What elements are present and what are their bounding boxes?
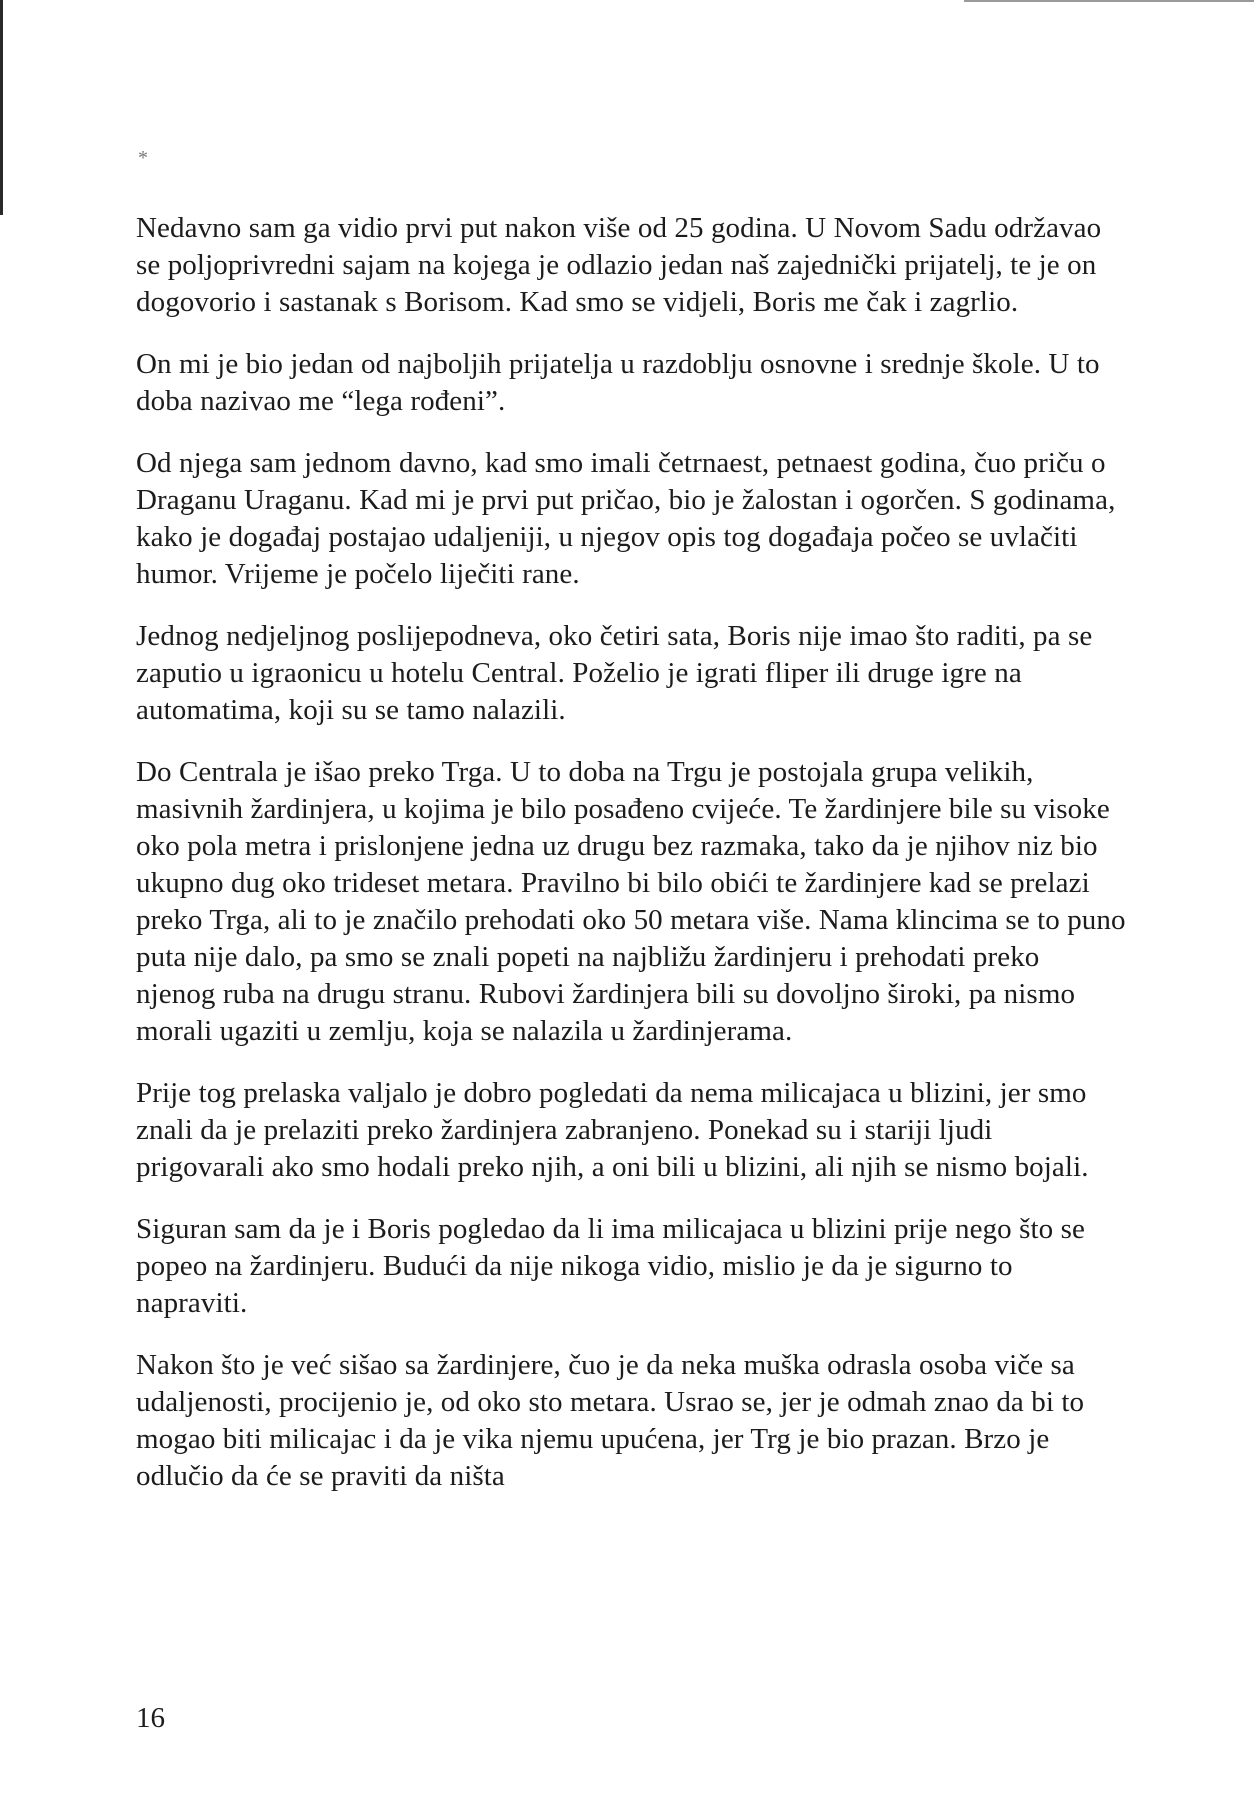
paragraph-8: Nakon što je već sišao sa žardinjere, čuo je da neka muška odrasla osoba viče sa udaljenosti, procijenio je, od oko sto metara. Usrao se, jer je odmah znao da bi to mogao biti milicajac i da je vika njemu upućena, jer Trg je bio prazan. Brzo je odlučio da će se praviti da ništa [136, 1349, 1085, 1492]
section-ornament: * [138, 147, 148, 169]
paragraph-2: On mi je bio jedan od najboljih prijatelja u razdoblju osnovne i srednje škole. U to doba nazivao me “lega rođeni”. [136, 348, 1100, 417]
page-number: 16 [136, 1702, 165, 1734]
paragraph-6: Prije tog prelaska valjalo je dobro pogledati da nema milicajaca u blizini, jer smo znali da je prelaziti preko žardinjera zabranjeno. Ponekad su i stariji ljudi prigovarali ako smo hodali preko njih, a oni bili u blizini, ali njih se nismo bojali. [136, 1077, 1089, 1183]
paragraph-3: Od njega sam jednom davno, kad smo imali četrnaest, petnaest godina, čuo priču o Draganu Uraganu. Kad mi je prvi put pričao, bio je žalostan i ogorčen. S godinama, kako je događaj postajao udaljeniji, u njegov opis tog događaja počeo se uvlačiti humor. Vrijeme je počelo liječiti rane. [136, 447, 1116, 590]
scan-edge-left [0, 0, 3, 215]
paragraph-5: Do Centrala je išao preko Trga. U to doba na Trgu je postojala grupa velikih, masivnih žardinjera, u kojima je bilo posađeno cvijeće. Te žardinjere bile su visoke oko pola metra i prislonjene jedna uz drugu bez razmaka, tako da je njihov niz bio ukupno dug oko trideset metara. Pravilno bi bilo obići te žardinjere kad se prelazi preko Trga, ali to je značilo prehodati oko 50 metara više. Nama klincima se to puno puta nije dalo, pa smo se znali popeti na najbližu žardinjeru i prehodati preko njenog ruba na drugu stranu. Rubovi žardinjera bili su dovoljno široki, pa nismo morali ugaziti u zemlju, koja se nalazila u žardinjerama. [136, 756, 1126, 1047]
paragraph-4: Jednog nedjeljnog poslijepodneva, oko četiri sata, Boris nije imao što raditi, pa se zaputio u igraonicu u hotelu Central. Poželio je igrati fliper ili druge igre na automatima, koji su se tamo nalazili. [136, 620, 1093, 726]
scan-edge-top [964, 0, 1254, 2]
paragraph-1: Nedavno sam ga vidio prvi put nakon više od 25 godina. U Novom Sadu održavao se poljoprivredni sajam na kojega je odlazio jedan naš zajednički prijatelj, te je on dogovorio i sastanak s Borisom. Kad smo se vidjeli, Boris me čak i zagrlio. [136, 212, 1102, 318]
paragraph-7: Siguran sam da je i Boris pogledao da li ima milicajaca u blizini prije nego što se popeo na žardinjeru. Budući da nije nikoga vidio, mislio je da je sigurno to napraviti. [136, 1213, 1085, 1319]
page-body [136, 210, 1126, 1520]
